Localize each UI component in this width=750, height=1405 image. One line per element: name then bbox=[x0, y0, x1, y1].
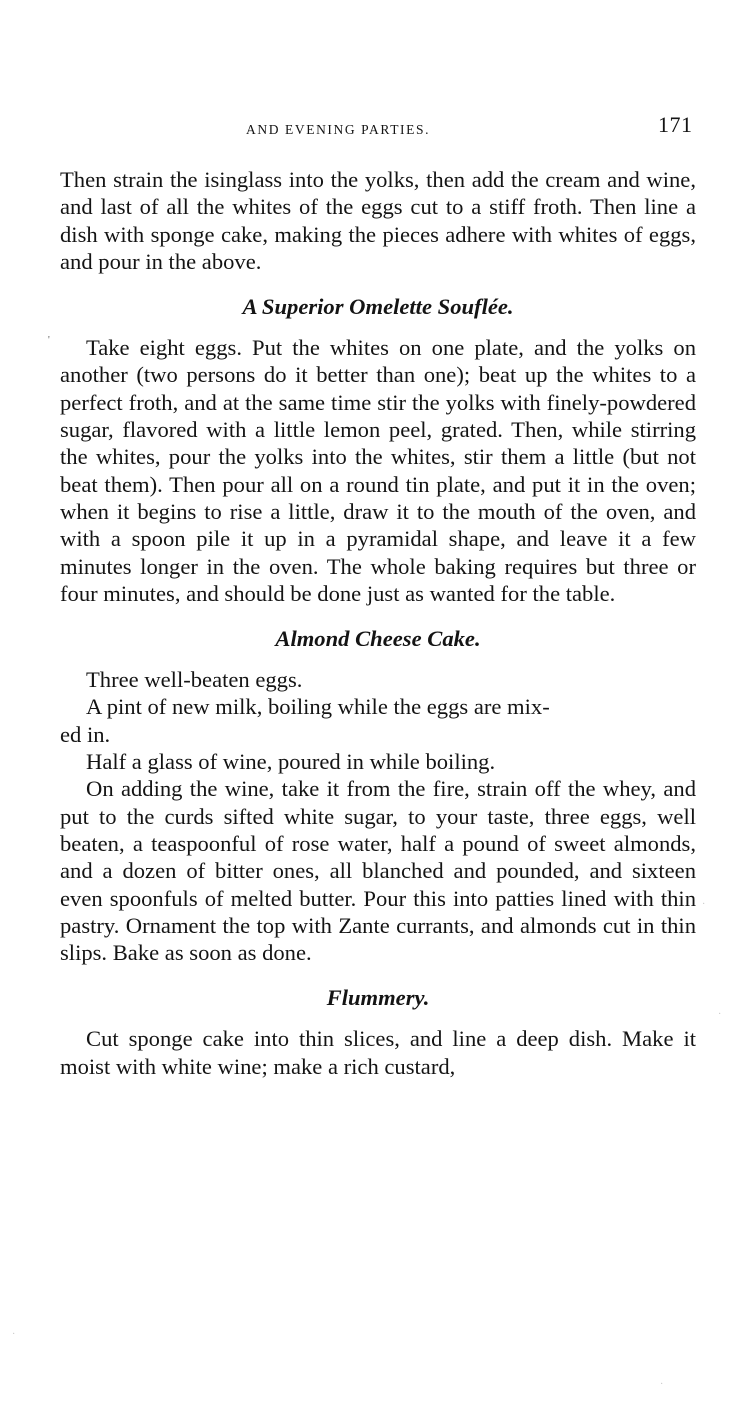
recipe-title-omelette-souflee: A Superior Omelette Souflée. bbox=[242, 294, 514, 320]
scan-speck: ' bbox=[48, 335, 50, 346]
running-head bbox=[0, 112, 750, 142]
recipe-title-almond-cheese-cake: Almond Cheese Cake. bbox=[275, 626, 481, 652]
recipe-paragraph-omelette-souflee: Take eight eggs. Put the whites on one plate, and the yolks on another (two persons do it better than one); beat up the whites to a perfect froth, and at the same time stir the yolks with finely-powdered sugar, flavored with a little lemon peel, grated. Then, while stirring the whites, pour the yolks into the whites, stir them a little (but not beat them). Then pour all on a round tin plate, and put it in the oven; when it begins to rise a little, draw it to the mouth of the oven, and with a spoon pile it up in a pyramidal shape, and leave it a few minutes longer in the oven. The whole baking requires but three or four minutes, and should be done just as wanted for the table. bbox=[60, 335, 696, 606]
scan-speck: · bbox=[12, 1329, 16, 1340]
ingredient-line: Half a glass of wine, poured in while boiling. bbox=[86, 749, 496, 775]
ingredient-line-continuation: ed in. bbox=[60, 721, 111, 747]
recipe-paragraph-almond-cheese-cake: On adding the wine, take it from the fire, strain off the whey, and put to the curds sifted white sugar, to your taste, three eggs, well beaten, a teaspoonful of rose water, half a pound of sweet almonds, and a dozen of bitter ones, all blanched and pounded, and sixteen even spoonfuls of melted butter. Pour this into patties lined with thin pastry. Ornament the top with Zante currants, and almonds cut in thin slips. Bake as soon as done. bbox=[60, 776, 696, 966]
ingredient-list bbox=[60, 666, 696, 775]
scan-speck: · bbox=[660, 1379, 664, 1390]
page-number: 171 bbox=[658, 112, 693, 137]
recipe-title-flummery: Flummery. bbox=[326, 985, 430, 1011]
scan-speck: · bbox=[718, 1009, 722, 1020]
ingredient-line: A pint of new milk, boiling while the eggs are mix- bbox=[86, 694, 550, 720]
recipe-paragraph-flummery: Cut sponge cake into thin slices, and line a deep dish. Make it moist with white wine; make a rich custard, bbox=[60, 1026, 696, 1079]
running-title: AND EVENING PARTIES. bbox=[246, 122, 431, 137]
intro-paragraph: Then strain the isinglass into the yolks, then add the cream and wine, and last of all the whites of the eggs cut to a stiff froth. Then line a dish with sponge cake, making the pieces adhere with whites of eggs, and pour in the above. bbox=[60, 167, 696, 274]
ingredient-line: Three well-beaten eggs. bbox=[86, 667, 303, 693]
page-body bbox=[60, 166, 696, 1080]
scan-speck: · bbox=[702, 899, 706, 910]
